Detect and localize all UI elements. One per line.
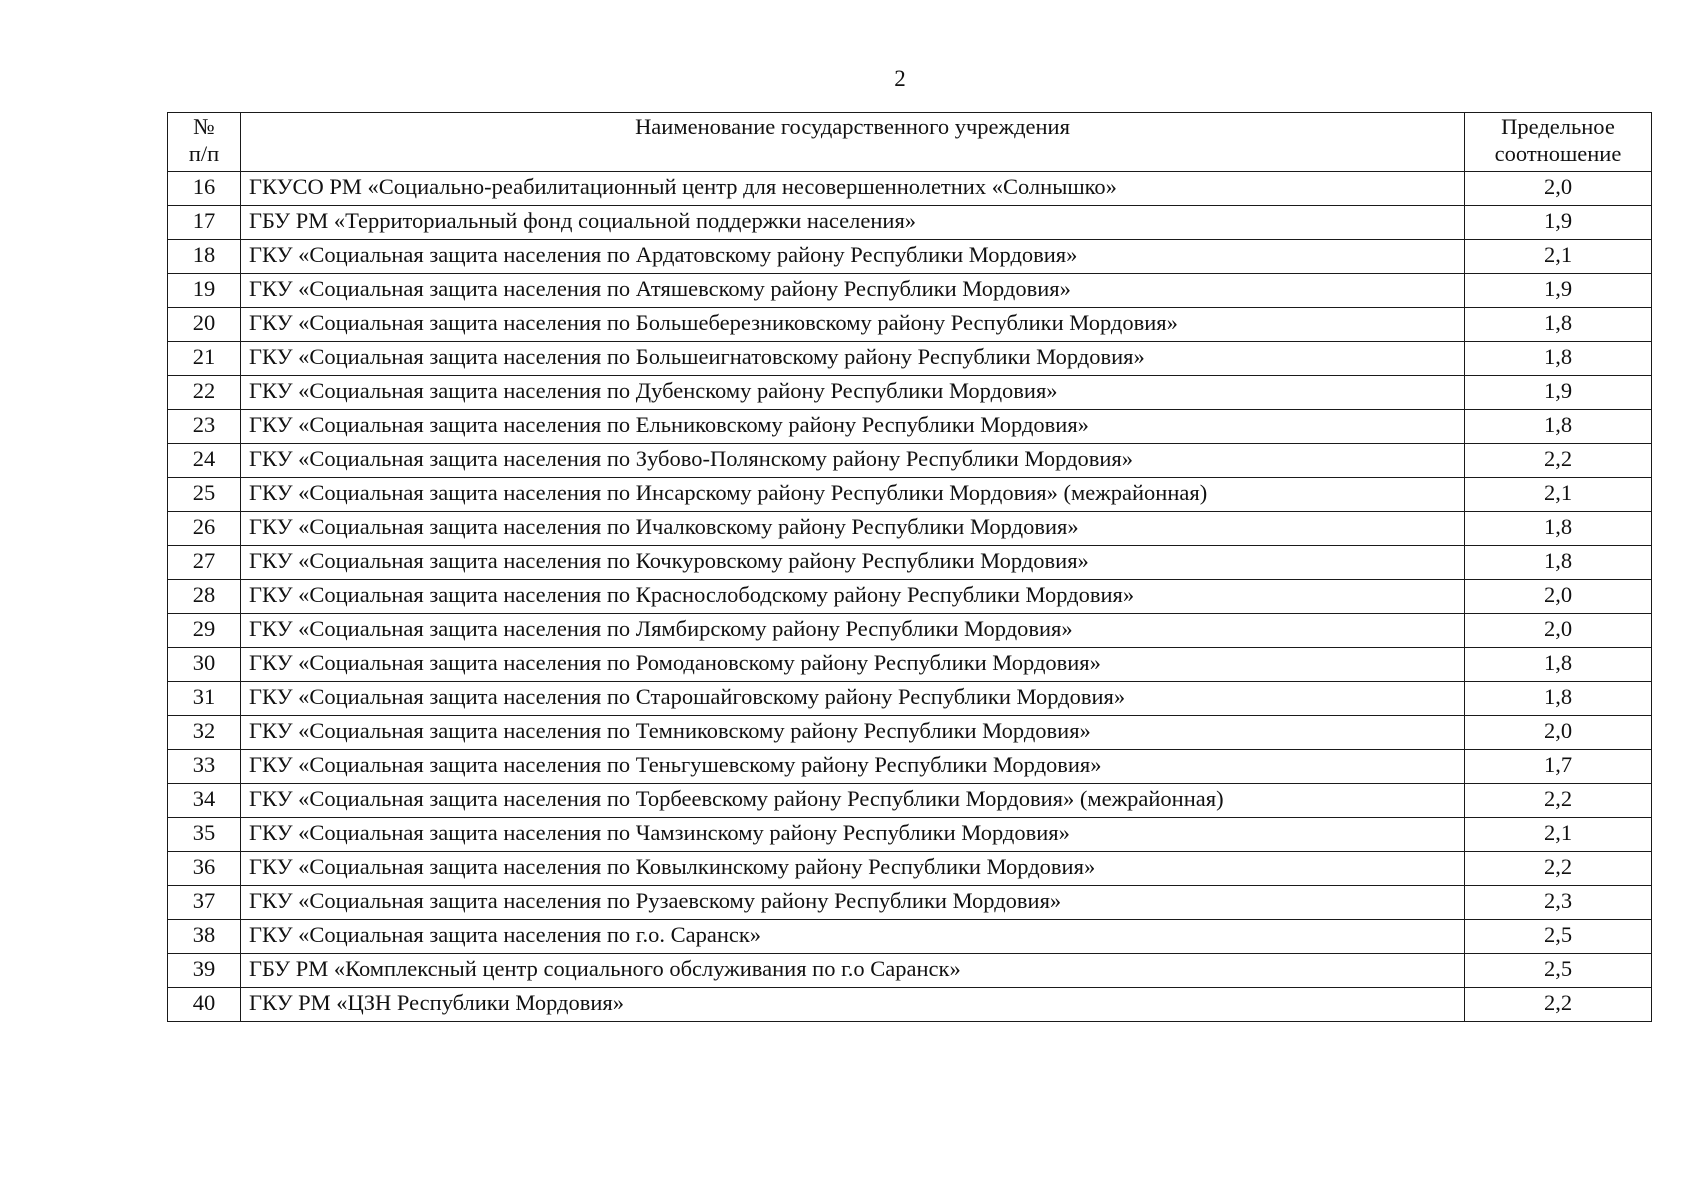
limit-ratio: 2,1 [1465, 478, 1652, 512]
limit-ratio: 2,0 [1465, 716, 1652, 750]
limit-ratio: 2,0 [1465, 580, 1652, 614]
limit-ratio: 2,3 [1465, 886, 1652, 920]
row-number: 18 [168, 240, 241, 274]
row-number: 30 [168, 648, 241, 682]
institution-name: ГКУСО РМ «Социально-реабилитационный центр для несовершеннолетних «Солнышко» [241, 172, 1465, 206]
row-number: 16 [168, 172, 241, 206]
table-row [168, 342, 1652, 376]
row-number: 36 [168, 852, 241, 886]
limit-ratio: 1,8 [1465, 682, 1652, 716]
limit-ratio: 2,2 [1465, 852, 1652, 886]
institution-name: ГКУ «Социальная защита населения по Кочкуровскому району Республики Мордовия» [241, 546, 1465, 580]
institution-name: ГКУ «Социальная защита населения по Чамзинскому району Республики Мордовия» [241, 818, 1465, 852]
page-number: 2 [894, 66, 906, 91]
row-number: 33 [168, 750, 241, 784]
limit-ratio: 2,2 [1465, 784, 1652, 818]
table-row [168, 716, 1652, 750]
table-row [168, 784, 1652, 818]
limit-ratio: 2,1 [1465, 818, 1652, 852]
row-number: 29 [168, 614, 241, 648]
institution-name: ГКУ «Социальная защита населения по Темниковскому району Республики Мордовия» [241, 716, 1465, 750]
institution-name: ГКУ «Социальная защита населения по Ичалковскому району Республики Мордовия» [241, 512, 1465, 546]
limit-ratio: 1,8 [1465, 410, 1652, 444]
limit-ratio: 1,8 [1465, 648, 1652, 682]
institution-name: ГКУ «Социальная защита населения по Краснослободскому району Республики Мордовия» [241, 580, 1465, 614]
institution-name: ГБУ РМ «Комплексный центр социального обслуживания по г.о Саранск» [241, 954, 1465, 988]
row-number: 17 [168, 206, 241, 240]
institution-name: ГКУ «Социальная защита населения по Инсарскому району Республики Мордовия» (межрайонная) [241, 478, 1465, 512]
table-row [168, 886, 1652, 920]
row-number: 34 [168, 784, 241, 818]
row-number: 21 [168, 342, 241, 376]
limit-ratio: 1,9 [1465, 274, 1652, 308]
institution-name: ГКУ «Социальная защита населения по Торбеевскому району Республики Мордовия» (межрайонная) [241, 784, 1465, 818]
limit-ratio: 1,8 [1465, 546, 1652, 580]
table-row [168, 614, 1652, 648]
row-number: 37 [168, 886, 241, 920]
institutions-table [167, 112, 1652, 1022]
row-number: 22 [168, 376, 241, 410]
row-number: 31 [168, 682, 241, 716]
row-number: 27 [168, 546, 241, 580]
table-row [168, 954, 1652, 988]
row-number: 38 [168, 920, 241, 954]
table-row [168, 852, 1652, 886]
table-body [168, 172, 1652, 1022]
institution-name: ГКУ «Социальная защита населения по Большеигнатовскому району Республики Мордовия» [241, 342, 1465, 376]
row-number: 19 [168, 274, 241, 308]
limit-ratio: 2,5 [1465, 920, 1652, 954]
header-name: Наименование государственного учреждения [241, 113, 1465, 172]
table-row [168, 546, 1652, 580]
row-number: 26 [168, 512, 241, 546]
institution-name: ГКУ «Социальная защита населения по Ардатовскому району Республики Мордовия» [241, 240, 1465, 274]
institution-name: ГКУ «Социальная защита населения по Ромодановскому району Республики Мордовия» [241, 648, 1465, 682]
institution-name: ГКУ «Социальная защита населения по г.о. Саранск» [241, 920, 1465, 954]
row-number: 25 [168, 478, 241, 512]
institution-name: ГКУ «Социальная защита населения по Ельниковскому району Республики Мордовия» [241, 410, 1465, 444]
row-number: 32 [168, 716, 241, 750]
institution-name: ГКУ «Социальная защита населения по Зубово-Полянскому району Республики Мордовия» [241, 444, 1465, 478]
limit-ratio: 2,2 [1465, 444, 1652, 478]
institution-name: ГКУ «Социальная защита населения по Дубенскому району Республики Мордовия» [241, 376, 1465, 410]
row-number: 28 [168, 580, 241, 614]
limit-ratio: 1,9 [1465, 376, 1652, 410]
institution-name: ГКУ «Социальная защита населения по Рузаевскому району Республики Мордовия» [241, 886, 1465, 920]
limit-ratio: 2,0 [1465, 614, 1652, 648]
row-number: 23 [168, 410, 241, 444]
table-row [168, 648, 1652, 682]
limit-ratio: 1,7 [1465, 750, 1652, 784]
institution-name: ГКУ «Социальная защита населения по Старошайговскому району Республики Мордовия» [241, 682, 1465, 716]
limit-ratio: 1,9 [1465, 206, 1652, 240]
institution-name: ГКУ «Социальная защита населения по Ковылкинскому району Республики Мордовия» [241, 852, 1465, 886]
table-row [168, 308, 1652, 342]
table-row [168, 206, 1652, 240]
table-row [168, 512, 1652, 546]
row-number: 35 [168, 818, 241, 852]
limit-ratio: 2,0 [1465, 172, 1652, 206]
table-row [168, 478, 1652, 512]
limit-ratio: 2,5 [1465, 954, 1652, 988]
institution-name: ГБУ РМ «Территориальный фонд социальной поддержки населения» [241, 206, 1465, 240]
table-row [168, 920, 1652, 954]
limit-ratio: 1,8 [1465, 342, 1652, 376]
header-num: № п/п [168, 113, 241, 172]
institution-name: ГКУ «Социальная защита населения по Атяшевскому району Республики Мордовия» [241, 274, 1465, 308]
table-row [168, 376, 1652, 410]
limit-ratio: 2,1 [1465, 240, 1652, 274]
header-ratio: Предельное соотношение [1465, 113, 1652, 172]
table-row [168, 444, 1652, 478]
row-number: 24 [168, 444, 241, 478]
limit-ratio: 1,8 [1465, 512, 1652, 546]
limit-ratio: 1,8 [1465, 308, 1652, 342]
table-row [168, 682, 1652, 716]
table-row [168, 818, 1652, 852]
institution-name: ГКУ РМ «ЦЗН Республики Мордовия» [241, 988, 1465, 1022]
table-row [168, 580, 1652, 614]
table-row [168, 274, 1652, 308]
row-number: 20 [168, 308, 241, 342]
institution-name: ГКУ «Социальная защита населения по Лямбирскому району Республики Мордовия» [241, 614, 1465, 648]
row-number: 40 [168, 988, 241, 1022]
table-row [168, 410, 1652, 444]
row-number: 39 [168, 954, 241, 988]
institution-name: ГКУ «Социальная защита населения по Теньгушевскому району Республики Мордовия» [241, 750, 1465, 784]
limit-ratio: 2,2 [1465, 988, 1652, 1022]
table-row [168, 240, 1652, 274]
table-header-row [168, 113, 1652, 172]
table-row [168, 172, 1652, 206]
institution-name: ГКУ «Социальная защита населения по Большеберезниковскому району Республики Мордовия» [241, 308, 1465, 342]
table-row [168, 988, 1652, 1022]
table-row [168, 750, 1652, 784]
